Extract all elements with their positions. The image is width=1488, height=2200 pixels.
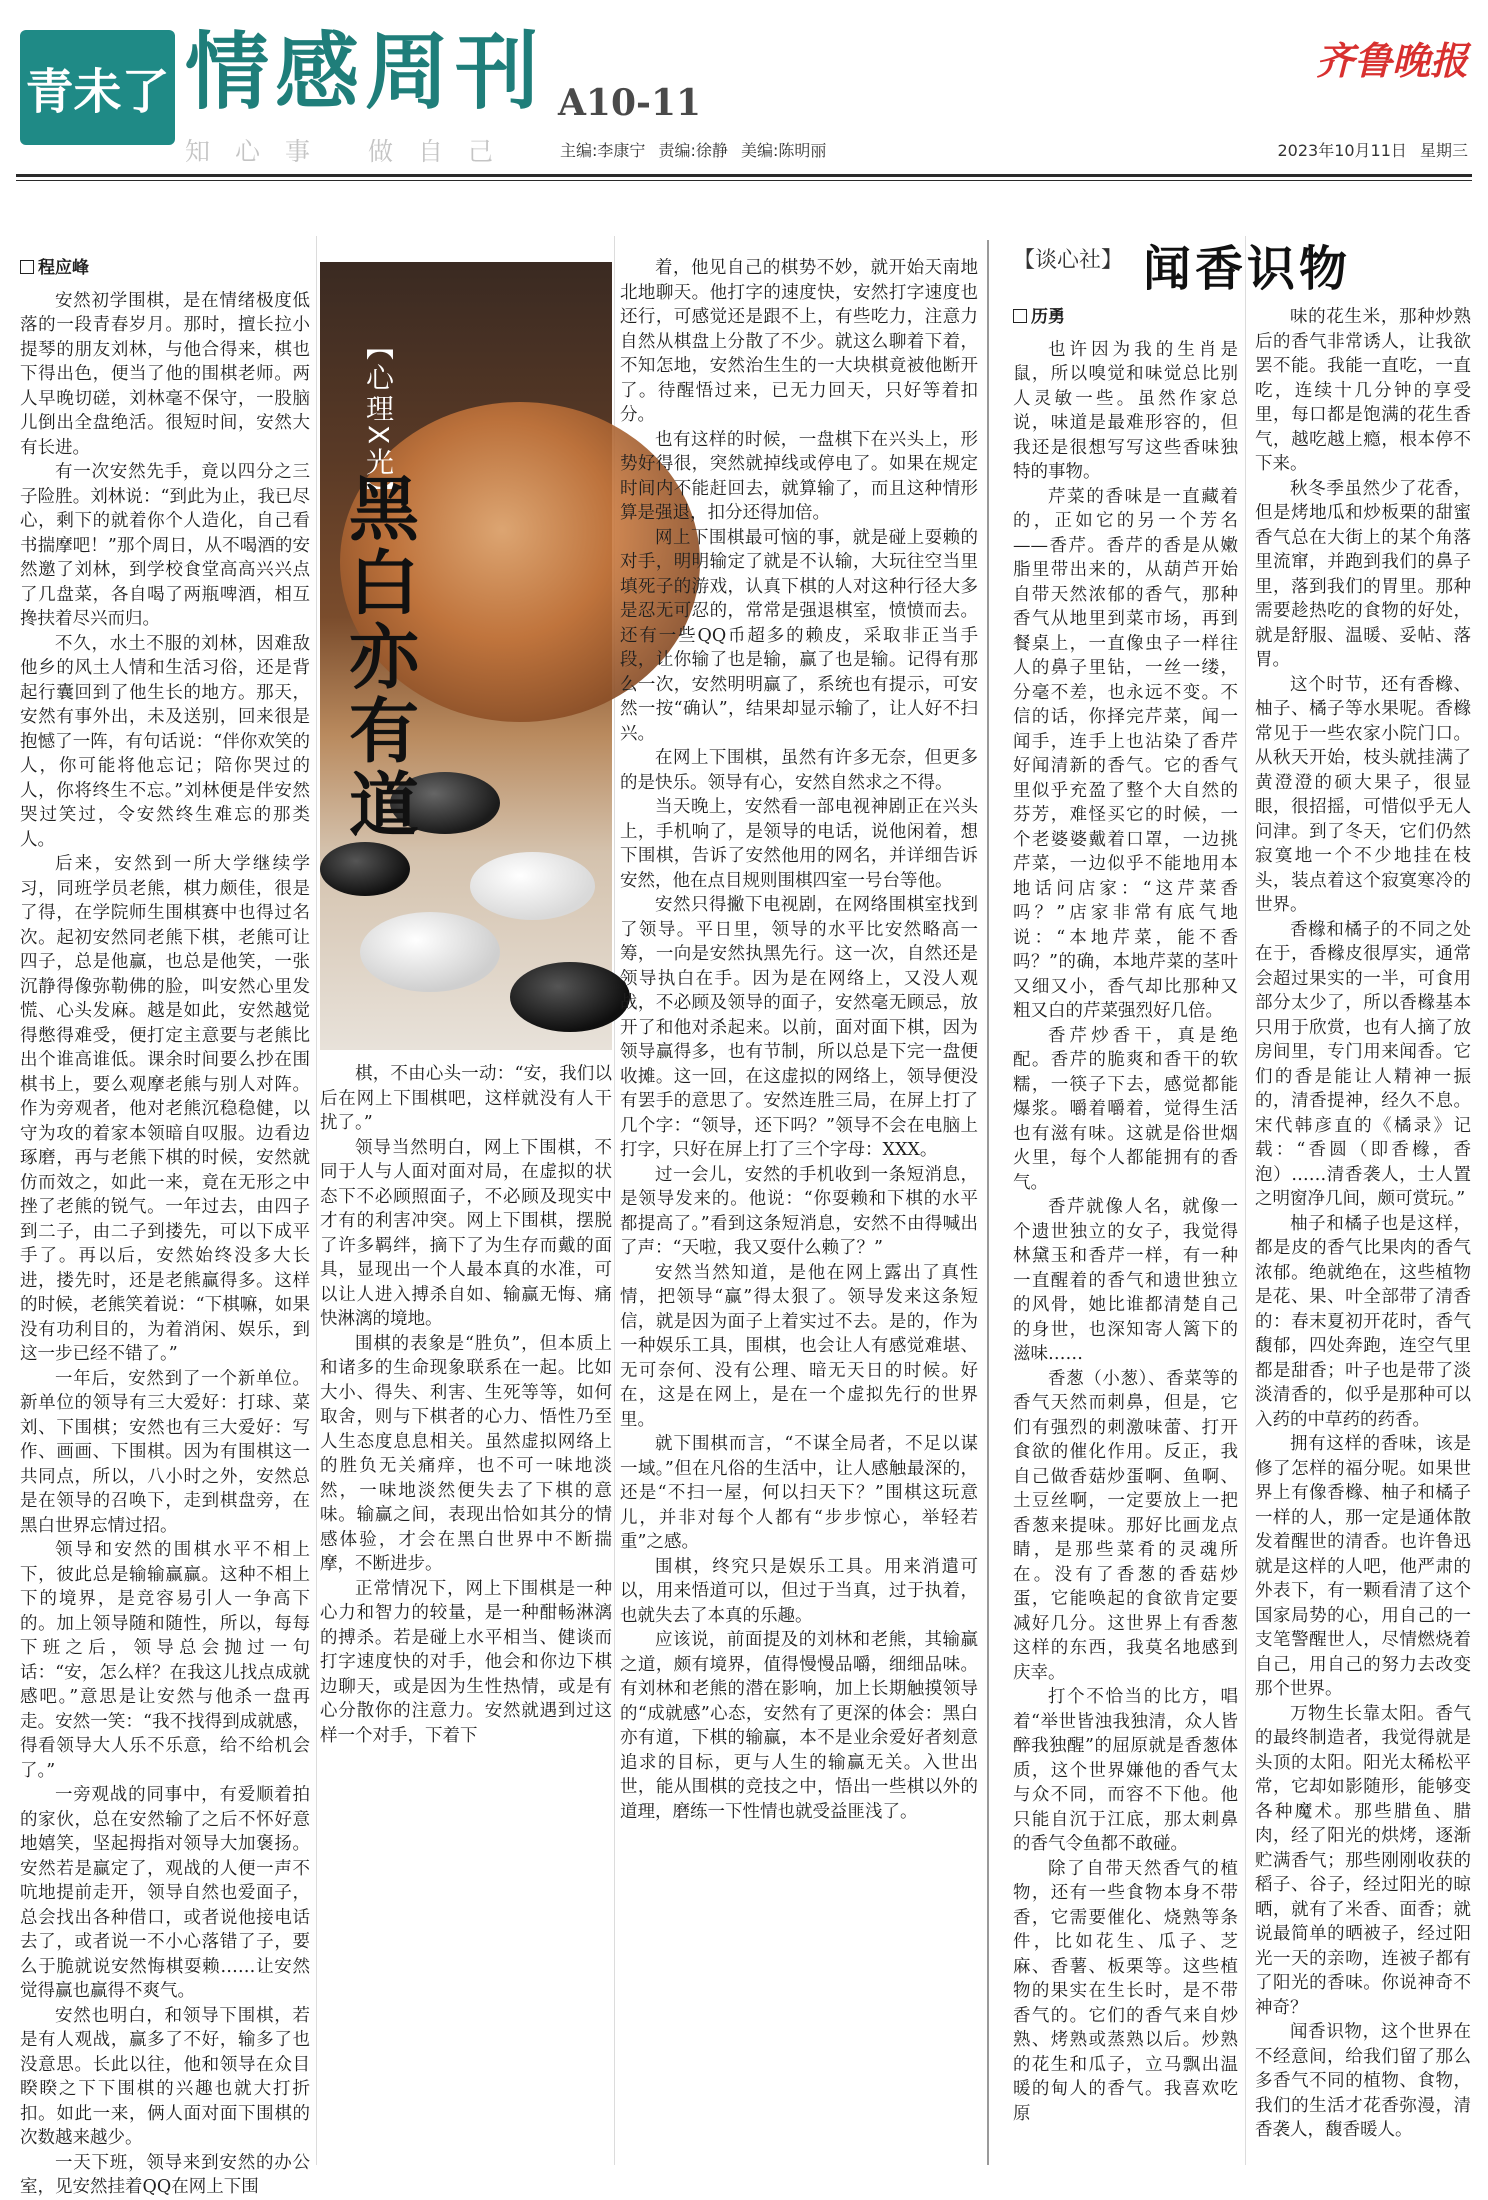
article2-byline: 历勇 [1013,305,1238,330]
paragraph: 当天晚上，安然看一部电视神剧正在兴头上，手机响了，是领导的电话，说他闲着，想下围棋，告诉了安然他用的网名，并详细告诉安然，他在点目规则围棋四室一号台等他。 [620,797,978,891]
white-stone-image [360,912,500,992]
paragraph: 过一会儿，安然的手机收到一条短消息，是领导发来的。他说：“你耍赖和下棋的水平都提高了。”看到这条短消息，安然不由得喊出了声：“天啦，我又耍什么赖了？” [620,1164,978,1258]
paragraph: 打个不恰当的比方，唱着“举世皆浊我独清，众人皆醉我独醒”的屈原就是香葱体质，这个世界嫌他的香气太与众不同，而容不下他。他只能自沉于江底，那太刺鼻的香气令鱼都不敢碰。 [1013,1687,1238,1854]
column-divider [1245,236,1246,2165]
header-rule [16,174,1472,177]
article1-byline: 程应峰 [20,256,310,281]
paragraph: 柚子和橘子也是这样，都是皮的香气比果肉的香气浓郁。绝就绝在，这些植物是花、果、叶全部带了清香的：春末夏初开花时，香气馥郁，四处奔跑，连空气里都是甜香；叶子也是带了淡淡清香的，似乎是那种可以入药的中草药的药香。 [1255,1213,1471,1430]
paragraph: 不久，水土不服的刘林，因难敌他乡的风土人情和生活习俗，还是背起行囊回到了他生长的地方。那天，安然有事外出，未及送别，回来很是抱憾了一阵，有句话说：“伴你欢笑的人，你可能将他忘记；陪你哭过的人，你将终生不忘。”刘林便是伴安然哭过笑过，令安然终生难忘的那类人。 [20,633,310,850]
paragraph: 香葱（小葱）、香菜等的香气天然而刺鼻，但是，它们有强烈的刺激味蕾、打开食欲的催化作用。反正，我自己做香菇炒蛋啊、鱼啊、土豆丝啊，一定要放上一把香葱来提味。那好比画龙点睛，是那些菜肴的灵魂所在。没有了香葱的香菇炒蛋，它能唤起的食欲肯定要减好几分。这世界上有香葱这样的东西，我莫名地感到庆幸。 [1013,1368,1238,1683]
paragraph: 领导和安然的围棋水平不相上下，彼此总是输输赢赢。这种不相上下的境界，是竞容易引人一争高下的。加上领导随和随性，所以，每每下班之后，领导总会抛过一句话：“安，怎么样？在我这儿找点成就感吧。”意思是让安然与他杀一盘再走。安然一笑：“我不找得到成就感，得看领导大人乐不乐意，给不给机会了。” [20,1540,310,1781]
paragraph: 万物生长靠太阳。香气的最终制造者，我觉得就是头顶的太阳。阳光太稀松平常，它却如影随形，能够变各种魔术。那些腊鱼、腊肉，经了阳光的烘烤，逐渐贮满香气；那些刚刚收获的稻子、谷子，经过阳光的晾晒，就有了米香、面香；就说最简单的晒被子，经过阳光一天的亲吻，连被子都有了阳光的香味。你说神奇不神奇？ [1255,1703,1471,2018]
paragraph: 安然只得撇下电视剧，在网络围棋室找到了领导。平日里，领导的水平比安然略高一筹，一向是安然执黑先行。这一次，自然还是领导执白在手。因为是在网络上，又没人观战，不必顾及领导的面子，安然毫无顾忌，放开了和他对杀起来。以前，面对面下棋，因为领导赢得多，也有节制，所以总是下完一盘便收摊。这一回，在这虚拟的网络上，领导便没有罢手的意思了。安然连胜三局，在屏上打了几个字：“领导，还下吗？”领导不会在电脑上打字，只好在屏上打了三个字母：XXX。 [620,895,978,1160]
article1-column-1 [20,256,310,2197]
paragraph: 围棋的表象是“胜负”，但本质上和诸多的生命现象联系在一起。比如大小、得失、利害、生死等等，如何取舍，则与下棋者的心力、悟性乃至人生态度息息相关。虽然虚拟网络上的胜负无关痛痒，也不可一味地淡然，一味地淡然便失去了下棋的意味。输赢之间，表现出恰如其分的情感体验，才会在黑白世界中不断揣摩，不断进步。 [320,1333,612,1574]
brand-logo: 青未了 [20,30,175,145]
paragraph: 芹菜的香味是一直藏着的，正如它的另一个芳名——香芹。香芹的香是从嫩脂里带出来的，从葫芦开始自带天然浓郁的香气，那种香气从地里到菜市场，再到餐桌上，一直像虫子一样往人的鼻子里钻，一丝一缕，分毫不差，也永远不变。不信的话，你择完芹菜，闻一闻手，连手上也沾染了香芹好闻清新的香气。它的香气里似乎充盈了整个大自然的芬芳，难怪买它的时候，一个老婆婆戴着口罩，一边挑芹菜，一边似乎不能地用本地话问店家：“这芹菜香吗？”店家非常有底气地说：“本地芹菜，能不香吗？”的确，本地芹菜的茎叶又细又小，香气却比那种又粗又白的芹菜强烈好几倍。 [1013,486,1238,1021]
page-number: A10-11 [558,82,702,124]
black-stone-image [510,962,630,1032]
paragraph: 正常情况下，网上下围棋是一种心力和智力的较量，是一种酣畅淋漓的搏杀。若是碰上水平相当、健谈而打字速度快的对手，他会和你边下棋边聊天，或是因为生性热情，或是有心分散你的注意力。安然就遇到过这样一个对手，下着下 [320,1578,612,1746]
paragraph: 秋冬季虽然少了花香，但是烤地瓜和炒板栗的甜蜜香气总在大街上的某个角落里流窜，并跑到我们的鼻子里，落到我们的胃里。那种需要趁热吃的食物的好处，就是舒服、温暖、妥帖、落胃。 [1255,478,1471,670]
paragraph: 棋，不由心头一动：“安，我们以后在网上下围棋吧，这样就没有人干扰了。” [320,1064,612,1133]
paragraph: 应该说，前面提及的刘林和老熊，其输赢之道，颇有境界，值得慢慢品嚼，细细品味。有刘林和老熊的潜在影响，加上长期触摸领导的“成就感”心态，安然有了更深的体会：黑白亦有道，下棋的输赢，本不是业余爱好者刻意追求的目标，更与人生的输赢无关。入世出世，能从围棋的竞技之中，悟出一些棋以外的道理，磨练一下性情也就受益匪浅了。 [620,1630,978,1822]
white-stone-image [470,852,595,920]
article1-headline: 黑白亦有道 [337,472,421,842]
paragraph: 闻香识物，这个世界在不经意间，给我们留了那么多香气不同的植物、食物，我们的生活才花香弥漫，清香袭人，馥香暖人。 [1255,2022,1471,2140]
article2-column-2 [1255,305,1471,2166]
paragraph: 拥有这样的香味，该是修了怎样的福分呢。如果世界上有像香橼、柚子和橘子一样的人，那一定是通体散发着醒世的清香。也许鲁迅就是这样的人吧，他严肃的外表下，有一颗看清了这个国家局势的心，用自己的一支笔警醒世人，尽情燃烧着自己，用自己的努力去改变那个世界。 [1255,1434,1471,1699]
black-stone-image [320,842,410,896]
paragraph: 网上下围棋最可恼的事，就是碰上耍赖的对手，明明输定了就是不认输，大玩往空当里填死子的游戏，认真下棋的人对这种行径大多是忍无可忍的，常常是强退棋室，愤愤而去。还有一些QQ币超多的赖皮，采取非正当手段，让你输了也是输，赢了也是输。记得有那么一次，安然明明赢了，系统也有提示，可安然一按“确认”，结果却显示输了，让人好不扫兴。 [620,527,978,744]
paragraph: 也许因为我的生肖是鼠，所以嗅觉和味觉总比别人灵敏一些。虽然作家总说，味道是最难形容的，但我还是很想写写这些香味独特的事物。 [1013,339,1238,482]
section-title: 情感周刊 [185,22,546,121]
paragraph: 安然也明白，和领导下围棋，若是有人观战，赢多了不好，输多了也没意思。长此以往，他和领导在众目睽睽之下下围棋的兴趣也就大打折扣。如此一来，俩人面对面下围棋的次数越来越少。 [20,2005,310,2148]
paragraph: 领导当然明白，网上下围棋，不同于人与人面对面对局，在虚拟的状态下不必顾照面子，不必顾及现实中才有的利害冲突。网上下围棋，摆脱了许多羁绊，摘下了为生存而戴的面具，显现出一个人最本真的水准，可以让人进入搏杀自如、输赢无悔、痛快淋漓的境地。 [320,1137,612,1329]
paragraph: 香芹炒香干，真是绝配。香芹的脆爽和香干的软糯，一筷子下去，感觉都能爆浆。嚼着嚼着，觉得生活也有滋有味。这就是俗世烟火里，每个人都能拥有的香气。 [1013,1025,1238,1193]
paragraph: 安然当然知道，是他在网上露出了真性情，把领导“赢”得太狠了。领导发来这条短信，就是因为面子上着实过不去。是的，作为一种娱乐工具，围棋，也会让人有感觉难堪、无可奈何、没有公理、暗无天日的时候。好在，这是在网上，是在一个虚拟先行的世界里。 [620,1262,978,1430]
paragraph: 香橼和橘子的不同之处在于，香橼皮很厚实，通常会超过果实的一半，可食用部分太少了，所以香橼基本只用于欣赏，也有人摘了放房间里，专门用来闻香。它们的香是能让人精神一振的，清香提神，经久不息。宋代韩彦直的《橘录》记载：“香圆（即香橼，香泡）……清香袭人，士人置之明窗净几间，颇可赏玩。” [1255,919,1471,1209]
article1-image [320,262,612,1050]
byline-box-icon [20,260,34,274]
editor-credits: 主编:李康宁 责编:徐静 美编:陈明丽 [560,141,827,160]
column-divider [316,236,317,2165]
newspaper-logo: 齐鲁晚报 [1315,38,1468,83]
paragraph: 也有这样的时候，一盘棋下在兴头上，形势好得很，突然就掉线或停电了。如果在规定时间内不能赶回去，就算输了，而且这种情形算是强退，扣分还得加倍。 [620,429,978,523]
paragraph: 这个时节，还有香橼、柚子、橘子等水果呢。香橼常见于一些农家小院门口。从秋天开始，枝头就挂满了黄澄澄的硕大果子，很显眼，很招摇，可惜似乎无人问津。到了冬天，它们仍然寂寞地一个不少地挂在枝头，装点着这个寂寞寒冷的世界。 [1255,674,1471,915]
article1-column-2 [320,1062,612,2166]
paragraph: 味的花生米，那种炒熟后的香气非常诱人，让我欲罢不能。我能一直吃，一直吃，连续十几分钟的享受里，每口都是饱满的花生香气，越吃越上瘾，根本停不下来。 [1255,307,1471,474]
paragraph: 香芹就像人名，就像一个遗世独立的女子，我觉得林黛玉和香芹一样，有一种一直醒着的香气和遗世独立的风骨，她比谁都清楚自己的身世，也深知寄人篱下的滋味…… [1013,1197,1238,1364]
section-slogan: 知心事 做自己 [185,137,518,166]
issue-date: 2023年10月11日 星期三 [1277,141,1468,160]
paragraph: 一旁观战的同事中，有爱顺着拍的家伙，总在安然输了之后不怀好意地嬉笑，坚起拇指对领导大加褒扬。安然若是赢定了，观战的人便一声不吭地提前走开，领导自然也爱面子，总会找出各种借口，或者说他接电话去了，或者说一不小心落错了子，要么于脆就说安然悔棋耍赖……让安然觉得赢也赢得不爽气。 [20,1785,310,2001]
article2-column-1 [1013,305,1238,2166]
paragraph: 安然初学围棋，是在情绪极度低落的一段青春岁月。那时，擅长拉小提琴的朋友刘林，与他合得来，棋也下得出色，便当了他的围棋老师。两人早晚切磋，刘林毫不保守，一股脑儿倒出全盘绝活。很短时间，安然大有长进。 [20,290,310,458]
paragraph: 就下围棋而言，“不谋全局者，不足以谋一域。”但在凡俗的生活中，让人感触最深的，还是“不扫一屋，何以扫天下？”围棋这玩意儿，并非对每个人都有“步步惊心，举轻若重”之感。 [620,1434,978,1552]
paragraph: 着，他见自己的棋势不妙，就开始天南地北地聊天。他打字的速度快，安然打字速度也还行，可感觉还是跟不上，有些吃力，注意力自然从棋盘上分散了不少。就这么聊着下着，不知怎地，安然治生生的一大块棋竟被他断开了。待醒悟过来，已无力回天，只好等着扣分。 [620,258,978,425]
paragraph: 后来，安然到一所大学继续学习，同班学员老熊，棋力颇佳，很是了得，在学院师生围棋赛中也得过名次。起初安然同老熊下棋，老熊可让四子，总是他赢，也总是他笑，一张沉静得像弥勒佛的脸，叫安然心里发慌、心头发麻。越是如此，安然越觉得憋得难受，便打定主意要与老熊比出个谁高谁低。课余时间要么抄在围棋书上，要么观摩老熊与别人对阵。作为旁观者，他对老熊沉稳稳健，以守为攻的着家本领暗自叹服。边看边琢磨，再与老熊下棋的时候，安然就仿而效之，如此一来，竟在无形之中挫了老熊的锐气。一年过去，由四子到二子，由二子到搂先，可以下成平手了。再以后，安然始终没多大长进，搂先时，还是老熊赢得多。这样的时候，老熊笑着说：“下棋嘛，如果没有功利目的，为着消闲、娱乐，到这一步已经不错了。” [20,854,310,1364]
paragraph: 一天下班，领导来到安然的办公室，见安然挂着QQ在网上下围 [20,2152,310,2197]
paragraph: 一年后，安然到了一个新单位。新单位的领导有三大爱好：打球、菜刘、下围棋；安然也有三大爱好：写作、画画、下围棋。因为有围棋这一共同点，所以，八小时之外，安然总是在领导的召唤下，走到棋盘旁，在黑白世界忘情过招。 [20,1368,310,1536]
article2-column-tag: 【谈心社】 [1013,248,1124,273]
paragraph: 除了自带天然香气的植物，还有一些食物本身不带香，它需要催化、烧熟等条件，比如花生、瓜子、芝麻、香薯、板栗等。这些植物的果实在生长时，是不带香气的。它们的香气来自炒熟、烤熟或蒸熟以后。炒熟的花生和瓜子，立马飘出温暖的甸人的香气。我喜欢吃原 [1013,1858,1238,2124]
paragraph: 有一次安然先手，竟以四分之三子险胜。刘林说：“到此为止，我已尽心，剩下的就着你个人造化，自己看书揣摩吧！”那个周日，从不喝酒的安然邀了刘林，到学校食堂高高兴兴点了几盘菜，各自喝了两瓶啤酒，相互搀扶着尽兴而归。 [20,462,310,629]
paragraph: 在网上下围棋，虽然有许多无奈，但更多的是快乐。领导有心，安然自然求之不得。 [620,748,978,793]
article2-headline: 闻香识物 [1143,241,1352,297]
byline-box-icon [1013,309,1027,323]
paragraph: 围棋，终究只是娱乐工具。用来消遣可以，用来悟道可以，但过于当真，过于执着，也就失去了本真的乐趣。 [620,1556,978,1626]
article1-column-3 [620,256,978,2166]
column-tag: 【心理X光】 [362,332,395,510]
header-rule-thin [16,180,1472,181]
article-divider [987,240,989,2165]
